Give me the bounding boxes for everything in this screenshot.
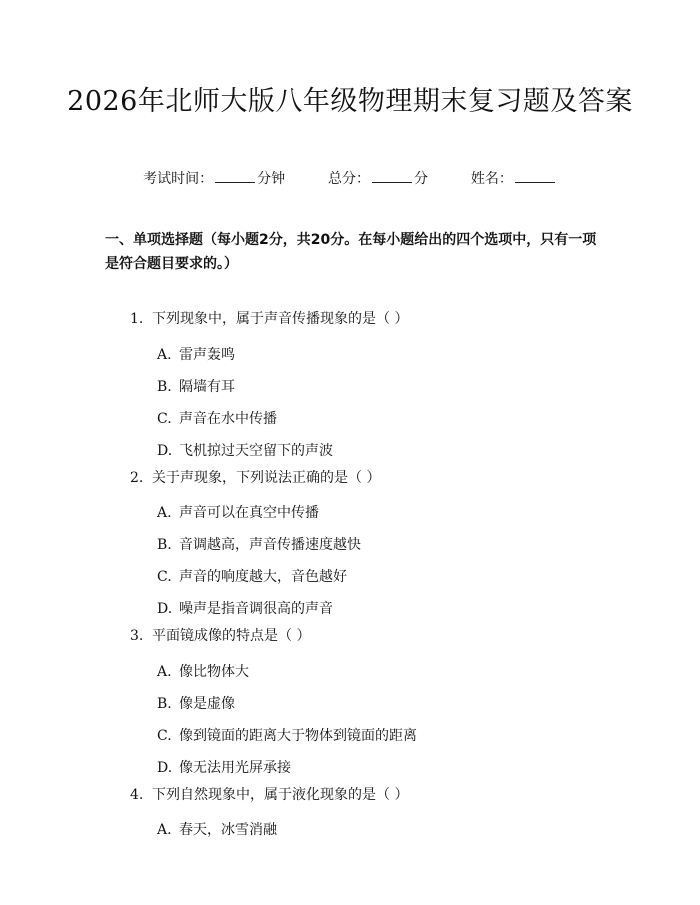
option-letter: A. <box>157 822 172 838</box>
option-text: 声音可以在真空中传播 <box>179 505 319 521</box>
question-3-option-b <box>157 694 235 714</box>
question-1 <box>130 309 408 329</box>
question-text: 下列现象中，属于声音传播现象的是（ ） <box>152 311 409 327</box>
question-3 <box>130 626 310 646</box>
option-letter: C. <box>157 569 172 585</box>
option-letter: A. <box>157 347 172 363</box>
question-number: 3. <box>130 628 144 644</box>
option-text: 声音在水中传播 <box>179 411 277 427</box>
name-label: 姓名： <box>470 171 513 187</box>
question-3-option-a <box>157 662 249 682</box>
option-text: 像比物体大 <box>179 664 249 680</box>
question-text: 平面镜成像的特点是（ ） <box>152 628 311 644</box>
option-text: 音调越高，声音传播速度越快 <box>179 537 361 553</box>
question-2-option-c <box>157 567 347 587</box>
option-letter: A. <box>157 664 172 680</box>
document-title: 2026年北师大版八年级物理期末复习题及答案 <box>67 86 633 117</box>
question-number: 1. <box>130 311 144 327</box>
question-number: 4. <box>130 787 144 803</box>
option-letter: B. <box>157 537 172 553</box>
question-text: 关于声现象，下列说法正确的是（ ） <box>152 470 381 486</box>
option-letter: B. <box>157 696 172 712</box>
question-text: 下列自然现象中，属于液化现象的是（ ） <box>152 787 409 803</box>
option-letter: A. <box>157 505 172 521</box>
score-unit: 分 <box>414 171 428 187</box>
question-1-option-d <box>157 441 333 461</box>
time-blank <box>215 168 255 183</box>
option-letter: D. <box>157 601 173 617</box>
time-unit: 分钟 <box>257 171 286 187</box>
option-text: 春天，冰雪消融 <box>179 822 277 838</box>
question-4-option-a <box>157 820 277 840</box>
score-label: 总分： <box>328 171 370 187</box>
question-1-option-c <box>157 409 277 429</box>
question-1-option-b <box>157 377 235 397</box>
option-text: 像到镜面的距离大于物体到镜面的距离 <box>179 728 417 744</box>
question-1-option-a <box>157 345 235 365</box>
question-2-option-a <box>157 503 319 523</box>
option-letter: D. <box>157 443 173 459</box>
section-heading: 一、单项选择题（每小题2分，共20分。在每小题给出的四个选项中，只有一项是符合题目要求的。） <box>105 232 597 272</box>
option-text: 雷声轰鸣 <box>179 347 235 363</box>
score-blank <box>372 168 412 183</box>
option-text: 隔墙有耳 <box>179 379 235 395</box>
question-3-option-d <box>157 758 291 778</box>
question-3-option-c <box>157 726 417 746</box>
option-letter: C. <box>157 411 172 427</box>
option-text: 像是虚像 <box>179 696 235 712</box>
option-text: 噪声是指音调很高的声音 <box>179 601 333 617</box>
option-letter: B. <box>157 379 172 395</box>
exam-info-line <box>0 168 700 189</box>
question-2-option-b <box>157 535 361 555</box>
option-text: 像无法用光屏承接 <box>179 760 291 776</box>
question-number: 2. <box>130 470 144 486</box>
question-2 <box>130 468 380 488</box>
question-4 <box>130 785 408 805</box>
option-letter: C. <box>157 728 172 744</box>
option-text: 飞机掠过天空留下的声波 <box>179 443 333 459</box>
option-text: 声音的响度越大，音色越好 <box>179 569 347 585</box>
question-2-option-d <box>157 599 333 619</box>
option-letter: D. <box>157 760 173 776</box>
name-blank <box>515 168 555 183</box>
time-label: 考试时间： <box>143 171 214 187</box>
